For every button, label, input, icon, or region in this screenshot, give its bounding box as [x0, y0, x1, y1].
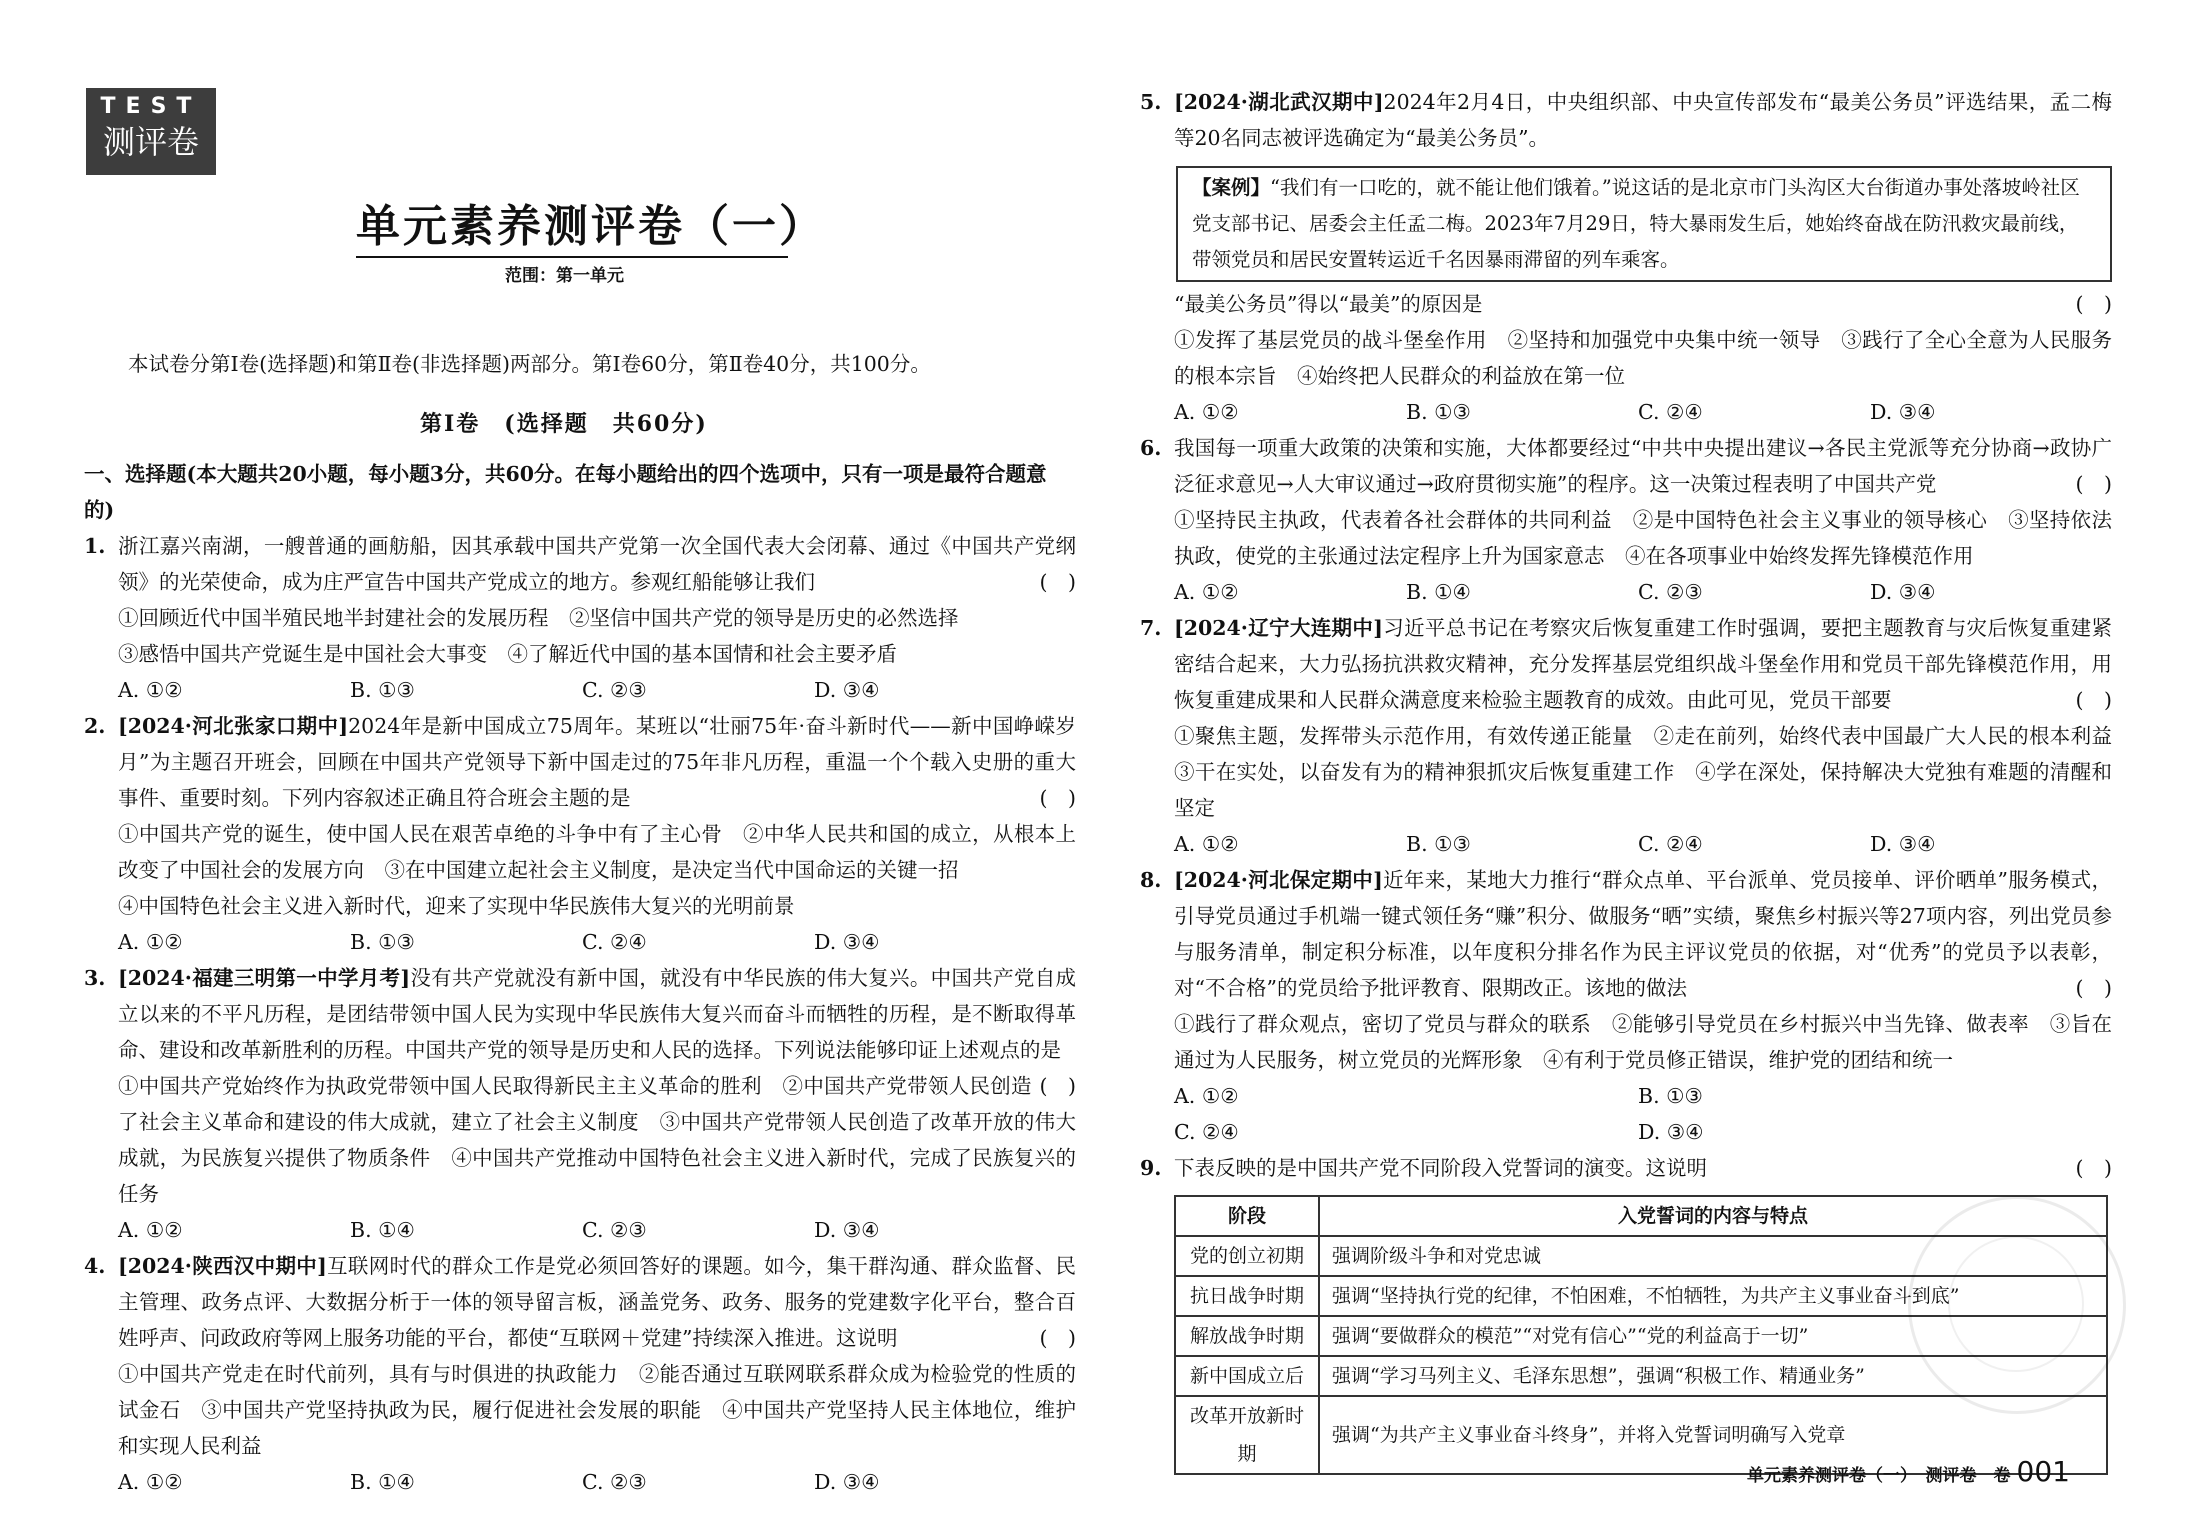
question-number: 8.: [1140, 868, 1162, 892]
option-c[interactable]: C. ②③: [1638, 580, 1703, 604]
question-stem: 习近平总书记在考察灾后恢复重建工作时强调，要把主题教育与灾后恢复重建紧密结合起来，大力弘扬抗洪救灾精神，充分发挥基层党组织战斗堡垒作用和党员干部先锋模范作用，用恢复重建成果和人民群众满意度来检验主题教育的成效。由此可见，党员干部要: [1174, 616, 2113, 712]
answer-bracket[interactable]: ( ): [1039, 1326, 1076, 1350]
title-underline: [356, 256, 788, 258]
option-a[interactable]: A. ①②: [118, 678, 183, 702]
answer-bracket[interactable]: ( ): [2075, 1156, 2112, 1180]
left-column: [84, 456, 1076, 1500]
option-a[interactable]: A. ①②: [118, 930, 183, 954]
table-header: 入党誓词的内容与特点: [1319, 1196, 2107, 1236]
table-row: [1175, 1356, 2107, 1396]
right-column-top: [1140, 84, 2112, 156]
options: [1174, 394, 2112, 430]
question-stem: 2024年2月4日，中央组织部、中央宣传部发布“最美公务员”评选结果，孟二梅等20名同志被评选确定为“最美公务员”。: [1174, 90, 2112, 150]
stage-cell: 党的创立初期: [1175, 1236, 1319, 1276]
right-column: [1140, 286, 2133, 1186]
intro-text: 本试卷分第Ⅰ卷(选择题)和第Ⅱ卷(非选择题)两部分。第Ⅰ卷60分，第Ⅱ卷40分，共100分。: [128, 352, 931, 376]
answer-bracket[interactable]: ( ): [1039, 786, 1076, 810]
option-a[interactable]: A. ①②: [1174, 1084, 1239, 1108]
case-text: “我们有一口吃的，就不能让他们饿着。”说这话的是北京市门头沟区大台街道办事处落坡岭社区党支部书记、居委会主任孟二梅。2023年7月29日，特大暴雨发生后，她始终奋战在防汛救灾最前线，带领党员和居民安置转运近千名因暴雨滞留的列车乘客。: [1192, 176, 2080, 271]
question-stem: 浙江嘉兴南湖，一艘普通的画舫船，因其承载中国共产党第一次全国代表大会闭幕、通过《中国共产党纲领》的光荣使命，成为庄严宣告中国共产党成立的地方。参观红船能够让我们: [118, 534, 1076, 594]
option-b[interactable]: B. ①③: [1406, 832, 1471, 856]
options: [118, 1464, 1076, 1500]
options: [1174, 826, 2112, 862]
statement-line: ①中国共产党始终作为执政党带领中国人民取得新民主主义革命的胜利 ②中国共产党带领人民创造了社会主义革命和建设的伟大成就，建立了社会主义制度 ③中国共产党带领人民创造了改革开放的伟大成就，为民族复兴提供了物质条件 ④中国共产党推动中国特色社会主义进入新时代，完成了民族复兴的任务: [118, 1074, 1076, 1206]
question-5: [1140, 84, 2112, 156]
statement-line: ①中国共产党的诞生，使中国人民在艰苦卓绝的斗争中有了主心骨 ②中华人民共和国的成立，从根本上改变了中国社会的发展方向 ③在中国建立起社会主义制度，是决定当代中国命运的关键一招: [118, 822, 1076, 882]
option-c[interactable]: C. ②④: [1638, 832, 1703, 856]
statement-line: ④中国特色社会主义进入新时代，迎来了实现中华民族伟大复兴的光明前景: [118, 894, 795, 918]
answer-bracket[interactable]: ( ): [2075, 292, 2112, 316]
statement-line: ①回顾近代中国半殖民地半封建社会的发展历程 ②坚信中国共产党的领导是历史的必然选择: [118, 606, 959, 630]
statement-line: ①坚持民主执政，代表着各社会群体的共同利益 ②是中国特色社会主义事业的领导核心 ③坚持依法执政，使党的主张通过法定程序上升为国家意志 ④在各项事业中始终发挥先锋模范作用: [1174, 508, 2112, 568]
table-row: [1175, 1236, 2107, 1276]
question-3: [84, 960, 1076, 1248]
option-a[interactable]: A. ①②: [1174, 400, 1239, 424]
option-b[interactable]: B. ①③: [1638, 1084, 1703, 1108]
badge-bottom-text: 测评卷: [102, 123, 199, 161]
question-number: 4.: [84, 1254, 106, 1278]
question-stem: 互联网时代的群众工作是党必须回答好的课题。如今，集干群沟通、群众监督、民主管理、政务点评、大数据分析于一体的领导留言板，涵盖党务、政务、服务的党建数字化平台，整合百姓呼声、问政政府等网上服务功能的平台，都使“互联网＋党建”持续深入推进。这说明: [118, 1254, 1077, 1350]
case-label: 【案例】: [1192, 176, 1271, 199]
content-cell: 强调“坚持执行党的纪律，不怕困难，不怕牺牲，为共产主义事业奋斗到底”: [1319, 1276, 2107, 1316]
statement-line: ①践行了群众观点，密切了党员与群众的联系 ②能够引导党员在乡村振兴中当先锋、做表率 ③旨在通过为人民服务，树立党员的光辉形象 ④有利于党员修正错误，维护党的团结和统一: [1174, 1012, 2112, 1072]
option-d[interactable]: D. ③④: [1870, 400, 1936, 424]
content-cell: 强调“要做群众的模范”“对党有信心”“党的利益高于一切”: [1319, 1316, 2107, 1356]
table-row: [1175, 1276, 2107, 1316]
statement-line: ①聚焦主题，发挥带头示范作用，有效传递正能量 ②走在前列，始终代表中国最广大人民的根本利益 ③干在实处，以奋发有为的精神狠抓灾后恢复重建工作 ④学在深处，保持解决大党独有难题的清醒和坚定: [1174, 724, 2133, 820]
case-box: [1176, 166, 2112, 282]
option-a[interactable]: A. ①②: [1174, 832, 1239, 856]
question-number: 1.: [84, 534, 106, 558]
answer-bracket[interactable]: ( ): [2075, 472, 2112, 496]
option-b[interactable]: B. ①④: [350, 1470, 415, 1494]
question-1: [84, 528, 1076, 708]
content-cell: 强调“为共产主义事业奋斗终身”，并将入党誓词明确写入党章: [1319, 1396, 2107, 1474]
statement-line: ③感悟中国共产党诞生是中国社会大事变 ④了解近代中国的基本国情和社会主要矛盾: [118, 642, 897, 666]
question-5-ask: [1140, 286, 2112, 430]
badge-underline: [86, 172, 216, 175]
footer-label: 单元素养测评卷（一） 测评卷 卷: [1747, 1466, 2011, 1486]
answer-bracket[interactable]: ( ): [2075, 688, 2112, 712]
option-d[interactable]: D. ③④: [814, 930, 880, 954]
content-cell: 强调“学习马列主义、毛泽东思想”，强调“积极工作、精通业务”: [1319, 1356, 2107, 1396]
option-b[interactable]: B. ①③: [350, 930, 415, 954]
option-d[interactable]: D. ③④: [814, 678, 880, 702]
answer-bracket[interactable]: ( ): [2075, 976, 2112, 1000]
question-7: [1140, 610, 2133, 862]
option-c[interactable]: C. ②③: [582, 1470, 647, 1494]
option-b[interactable]: B. ①③: [1406, 400, 1471, 424]
question-number: 2.: [84, 714, 106, 738]
option-d[interactable]: D. ③④: [814, 1470, 880, 1494]
question-stem: 我国每一项重大政策的决策和实施，大体都要经过“中共中央提出建议→各民主党派等充分协商→政协广泛征求意见→人大审议通过→政府贯彻实施”的程序。这一决策过程表明了中国共产党: [1174, 436, 2112, 496]
content-cell: 强调阶级斗争和对党忠诚: [1319, 1236, 2107, 1276]
question-4: [84, 1248, 1076, 1500]
stage-cell: 新中国成立后: [1175, 1356, 1319, 1396]
question-number: 9.: [1140, 1156, 1162, 1180]
badge-top-text: TEST: [100, 94, 202, 119]
question-stem: 2024年是新中国成立75周年。某班以“壮丽75年·奋斗新时代——新中国峥嵘岁月”为主题召开班会，回顾在中国共产党领导下新中国走过的75年非凡历程，重温一个个载入史册的重大事件、重要时刻。下列内容叙述正确且符合班会主题的是: [118, 714, 1076, 810]
option-c[interactable]: C. ②④: [1638, 400, 1703, 424]
stage-cell: 抗日战争时期: [1175, 1276, 1319, 1316]
option-a[interactable]: A. ①②: [1174, 580, 1239, 604]
option-c[interactable]: C. ②④: [582, 930, 647, 954]
question-source: [2024·河北张家口期中]: [118, 714, 349, 738]
option-d[interactable]: D. ③④: [814, 1218, 880, 1242]
stage-cell: 解放战争时期: [1175, 1316, 1319, 1356]
scope-text: 范围：第一单元: [505, 266, 624, 286]
options: [118, 672, 1076, 708]
options: [118, 1212, 1076, 1248]
question-9: [1140, 1150, 2112, 1186]
table-header-row: [1175, 1196, 2107, 1236]
page-footer: [1747, 1455, 2070, 1493]
question-source: [2024·福建三明第一中学月考]: [118, 966, 411, 990]
option-a[interactable]: A. ①②: [118, 1470, 183, 1494]
question-number: 7.: [1140, 616, 1162, 640]
stage-cell: 改革开放新时期: [1175, 1396, 1319, 1474]
question-8: [1140, 862, 2112, 1150]
test-badge: [86, 88, 216, 172]
option-a[interactable]: A. ①②: [118, 1218, 183, 1242]
option-c[interactable]: C. ②③: [582, 1218, 647, 1242]
answer-bracket[interactable]: ( ): [1039, 570, 1076, 594]
question-stem: 没有共产党就没有新中国，就没有中华民族的伟大复兴。中国共产党自成立以来的不平凡历程，是团结带领中国人民为实现中华民族伟大复兴而奋斗而牺牲的历程，是不断取得革命、建设和改革新胜利的历程。中国共产党的领导是历史和人民的选择。下列说法能够印证上述观点的是: [118, 966, 1077, 1062]
option-b[interactable]: B. ①③: [350, 678, 415, 702]
question-source: [2024·河北保定期中]: [1174, 868, 1383, 892]
question-ask: “最美公务员”得以“最美”的原因是: [1174, 292, 1483, 316]
section-heading: 一、选择题(本大题共20小题，每小题3分，共60分。在每小题给出的四个选项中，只有一项是最符合题意的): [84, 462, 1047, 522]
page-number: 001: [2016, 1455, 2070, 1488]
question-6: [1140, 430, 2112, 610]
options: [1174, 1078, 2112, 1150]
table-row: [1175, 1316, 2107, 1356]
page-title: 单元素养测评卷（一）: [356, 201, 826, 252]
question-source: [2024·辽宁大连期中]: [1174, 616, 1383, 640]
question-number: 5.: [1140, 90, 1162, 114]
question-number: 6.: [1140, 436, 1162, 460]
options: [1174, 574, 2112, 610]
option-d[interactable]: D. ③④: [1870, 580, 1936, 604]
option-d[interactable]: D. ③④: [1870, 832, 1936, 856]
question-stem: 下表反映的是中国共产党不同阶段入党誓词的演变。这说明: [1174, 1156, 1707, 1180]
question-2: [84, 708, 1076, 960]
statement-line: ①中国共产党走在时代前列，具有与时俱进的执政能力 ②能否通过互联网联系群众成为检验党的性质的试金石 ③中国共产党坚持执政为民，履行促进社会发展的职能 ④中国共产党坚持人民主体地位，维护和实现人民利益: [118, 1362, 1076, 1458]
part1-title: 第Ⅰ卷 (选择题 共60分): [420, 411, 708, 437]
question-number: 3.: [84, 966, 106, 990]
option-b[interactable]: B. ①④: [1406, 580, 1471, 604]
table-header: 阶段: [1175, 1196, 1319, 1236]
question-source: [2024·陕西汉中期中]: [118, 1254, 327, 1278]
question-stem: 近年来，某地大力推行“群众点单、平台派单、党员接单、评价晒单”服务模式，引导党员通过手机端一键式领任务“赚”积分、做服务“晒”实绩，聚焦乡村振兴等27项内容，列出党员参与服务清单，制定积分标准，以年度积分排名作为民主评议党员的依据，对“优秀”的党员予以表彰，对“不合格”的党员给予批评教育、限期改正。该地的做法: [1174, 868, 2112, 1000]
option-b[interactable]: B. ①④: [350, 1218, 415, 1242]
option-c[interactable]: C. ②③: [582, 678, 647, 702]
option-d[interactable]: D. ③④: [1638, 1120, 1704, 1144]
option-c[interactable]: C. ②④: [1174, 1120, 1239, 1144]
oath-table: [1174, 1195, 2108, 1475]
question-source: [2024·湖北武汉期中]: [1174, 90, 1384, 114]
answer-bracket[interactable]: ( ): [1039, 1074, 1076, 1098]
statement-line: ①发挥了基层党员的战斗堡垒作用 ②坚持和加强党中央集中统一领导 ③践行了全心全意为人民服务的根本宗旨 ④始终把人民群众的利益放在第一位: [1174, 328, 2112, 388]
options: [118, 924, 1076, 960]
